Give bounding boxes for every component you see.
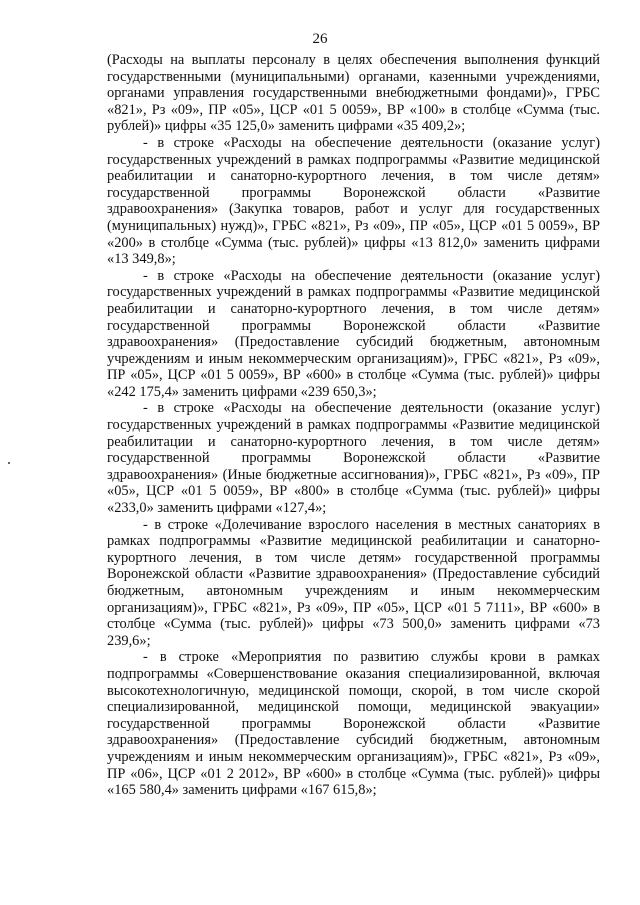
page-number: 26 bbox=[312, 31, 328, 47]
scan-speck bbox=[8, 462, 10, 464]
paragraph-amendment-2: - в строке «Расходы на обеспечение деятельности (оказание услуг) государственных учреждений в рамках подпрограммы «Развитие медицинской реабилитации и санаторно-курортного лечения, в том числе детям» государственной программы Воронежской области «Развитие здравоохранения» (Предоставление субсидий бюджетным, автономным учреждениям и иным некоммерческим организациям)», ГРБС «821», Рз «09», ПР «05», ЦСР «01 5 0059», ВР «600» в столбце «Сумма (тыс. рублей)» цифры «242 175,4» заменить цифрами «239 650,3»; bbox=[107, 267, 600, 400]
paragraph-continuation: (Расходы на выплаты персоналу в целях обеспечения выполнения функций государственными (муниципальными) органами, казенными учреждениями, органами управления государственными внебюджетными фондами)», ГРБС «821», Рз «09», ПР «05», ЦСР «01 5 0059», ВР «100» в столбце «Сумма (тыс. рублей)» цифры «35 125,0» заменить цифрами «35 409,2»; bbox=[107, 52, 600, 135]
document-body bbox=[107, 52, 600, 799]
paragraph-amendment-4: - в строке «Долечивание взрослого населения в местных санаториях в рамках подпрограммы «Развитие медицинской реабилитации и санаторно-курортного лечения, в том числе детям» государственной программы Воронежской области «Развитие здравоохранения» (Предоставление субсидий бюджетным, автономным учреждениям и иным некоммерческим организациям)», ГРБС «821», Рз «09», ПР «05», ЦСР «01 5 7111», ВР «600» в столбце «Сумма (тыс. рублей)» цифры «73 500,0» заменить цифрами «73 239,6»; bbox=[107, 516, 600, 649]
paragraph-amendment-3: - в строке «Расходы на обеспечение деятельности (оказание услуг) государственных учреждений в рамках подпрограммы «Развитие медицинской реабилитации и санаторно-курортного лечения, в том числе детям» государственной программы Воронежской области «Развитие здравоохранения» (Иные бюджетные ассигнования)», ГРБС «821», Рз «09», ПР «05», ЦСР «01 5 0059», ВР «800» в столбце «Сумма (тыс. рублей)» цифры «233,0» заменить цифрами «127,4»; bbox=[107, 400, 600, 517]
paragraph-amendment-1: - в строке «Расходы на обеспечение деятельности (оказание услуг) государственных учреждений в рамках подпрограммы «Развитие медицинской реабилитации и санаторно-курортного лечения, в том числе детям» государственной программы Воронежской области «Развитие здравоохранения» (Закупка товаров, работ и услуг для государственных (муниципальных) нужд)», ГРБС «821», Рз «09», ПР «05», ЦСР «01 5 0059», ВР «200» в столбце «Сумма (тыс. рублей)» цифры «13 812,0» заменить цифрами «13 349,8»; bbox=[107, 134, 600, 268]
paragraph-amendment-5: - в строке «Мероприятия по развитию службы крови в рамках подпрограммы «Совершенствование оказания специализированной, включая высокотехнологичную, медицинской помощи, скорой, в том числе скорой специализированной, медицинской помощи, медицинской эвакуации» государственной программы Воронежской области «Развитие здравоохранения» (Предоставление субсидий бюджетным, автономным учреждениям и иным некоммерческим организациям)», ГРБС «821», Рз «09», ПР «06», ЦСР «01 2 2012», ВР «600» в столбце «Сумма (тыс. рублей)» цифры «165 580,4» заменить цифрами «167 615,8»; bbox=[107, 649, 600, 799]
